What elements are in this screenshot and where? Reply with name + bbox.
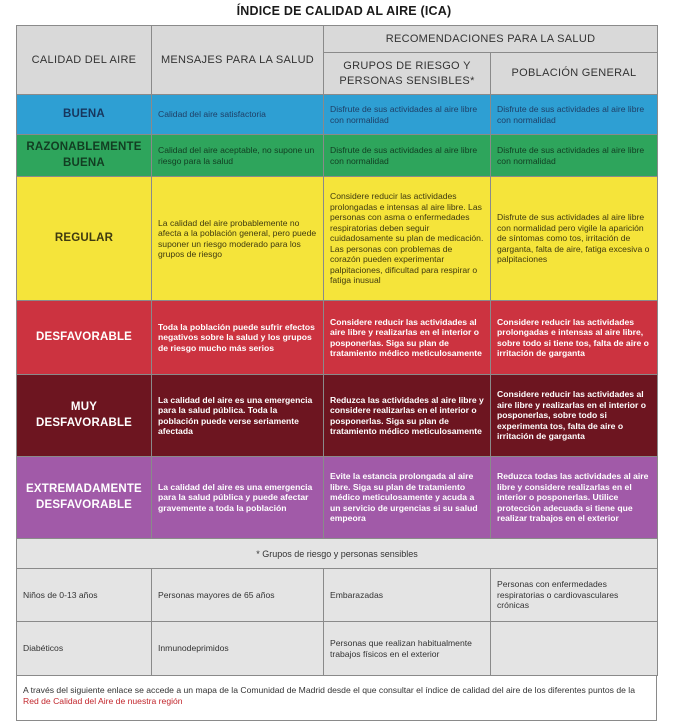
mensaje-buena: Calidad del aire satisfactoria: [152, 95, 324, 135]
grupos-regular: Considere reducir las actividades prolongadas e intensas al aire libre. Las personas con asma o enfermedades respiratorias deben seguir cuidadosamente su plan de medicación. Las personas con problemas de corazón pueden experimentar palpitaciones, dificultad para respirar o fatiga inusual: [324, 177, 491, 301]
groups-note: * Grupos de riesgo y personas sensibles: [17, 539, 658, 569]
mensaje-muy-desfavorable: La calidad del aire es una emergencia para la salud pública. Toda la población puede verse seriamente afectada: [152, 375, 324, 457]
row-muy-desfavorable: [17, 375, 658, 457]
group-cell: Personas con enfermedades respiratorias o cardiovasculares crónicas: [491, 569, 658, 622]
red-calidad-aire-link[interactable]: Red de Calidad del Aire de nuestra región: [23, 696, 183, 707]
group-cell: Embarazadas: [324, 569, 491, 622]
ica-table: [16, 25, 658, 676]
groups-row: [17, 569, 658, 622]
row-extremadamente-desfavorable: [17, 457, 658, 539]
level-desfavorable: DESFAVORABLE: [17, 301, 152, 375]
page-title: ÍNDICE DE CALIDAD AL AIRE (ICA): [236, 4, 452, 18]
level-buena: BUENA: [17, 95, 152, 135]
poblacion-muy-desfavorable: Considere reducir las actividades al aire libre y realizarlas en el interior o posponerlas, sobre todo si experimenta tos, falta de aire o irritación de garganta: [491, 375, 658, 457]
footer-note: [16, 676, 657, 721]
grupos-desfavorable: Considere reducir las actividades al aire libre y realizarlas en el interior o posponerlas. Siga su plan de tratamiento médico meticulosamente: [324, 301, 491, 375]
mensaje-desfavorable: Toda la población puede sufrir efectos negativos sobre la salud y los grupos de riesgo mucho más serios: [152, 301, 324, 375]
mensaje-regular: La calidad del aire probablemente no afecta a la población general, pero puede suponer un riesgo moderado para los grupos de riesgo: [152, 177, 324, 301]
group-cell: Niños de 0-13 años: [17, 569, 152, 622]
header-grupos: GRUPOS DE RIESGO Y PERSONAS SENSIBLES*: [324, 53, 491, 95]
header-calidad: CALIDAD DEL AIRE: [17, 26, 152, 95]
grupos-buena: Disfrute de sus actividades al aire libre con normalidad: [324, 95, 491, 135]
level-regular: REGULAR: [17, 177, 152, 301]
mensaje-razonablemente-buena: Calidad del aire aceptable, no supone un riesgo para la salud: [152, 135, 324, 177]
level-extremadamente-desfavorable: EXTREMADAMENTE DESFAVORABLE: [17, 457, 152, 539]
grupos-extremadamente-desfavorable: Evite la estancia prolongada al aire libre. Siga su plan de tratamiento médico meticulosamente y acuda a un servicio de urgencias si su salud empeora: [324, 457, 491, 539]
group-cell: Personas mayores de 65 años: [152, 569, 324, 622]
header-poblacion: POBLACIÓN GENERAL: [491, 53, 658, 95]
poblacion-regular: Disfrute de sus actividades al aire libre con normalidad pero vigile la aparición de síntomas como tos, irritación de garganta, falta de aire, fatiga excesiva o palpitaciones: [491, 177, 658, 301]
row-desfavorable: [17, 301, 658, 375]
groups-row: [17, 622, 658, 676]
grupos-muy-desfavorable: Reduzca las actividades al aire libre y considere realizarlas en el interior o posponerlas. Siga su plan de tratamiento médico meticulosamente: [324, 375, 491, 457]
group-cell: Inmunodeprimidos: [152, 622, 324, 676]
mensaje-extremadamente-desfavorable: La calidad del aire es una emergencia para la salud pública y puede afectar gravemente a toda la población: [152, 457, 324, 539]
poblacion-razonablemente-buena: Disfrute de sus actividades al aire libre con normalidad: [491, 135, 658, 177]
row-razonablemente-buena: [17, 135, 658, 177]
row-regular: [17, 177, 658, 301]
group-cell: Personas que realizan habitualmente trabajos físicos en el exterior: [324, 622, 491, 676]
group-cell: [491, 622, 658, 676]
header-recomendaciones: RECOMENDACIONES PARA LA SALUD: [324, 26, 658, 53]
group-cell: Diabéticos: [17, 622, 152, 676]
level-razonablemente-buena: RAZONABLEMENTE BUENA: [17, 135, 152, 177]
header-mensajes: MENSAJES PARA LA SALUD: [152, 26, 324, 95]
row-buena: [17, 95, 658, 135]
poblacion-desfavorable: Considere reducir las actividades prolongadas e intensas al aire libre, sobre todo si tiene tos, falta de aire o irritación de garganta: [491, 301, 658, 375]
poblacion-extremadamente-desfavorable: Reduzca todas las actividades al aire libre y considere realizarlas en el interior o posponerlas. Utilice protección adecuada si tiene que realizar trabajos en el exterior: [491, 457, 658, 539]
level-muy-desfavorable: MUY DESFAVORABLE: [17, 375, 152, 457]
poblacion-buena: Disfrute de sus actividades al aire libre con normalidad: [491, 95, 658, 135]
footer-text: A través del siguiente enlace se accede a un mapa de la Comunidad de Madrid desde el que consultar el índice de calidad del aire de los diferentes puntos de la: [23, 685, 635, 695]
grupos-razonablemente-buena: Disfrute de sus actividades al aire libre con normalidad: [324, 135, 491, 177]
